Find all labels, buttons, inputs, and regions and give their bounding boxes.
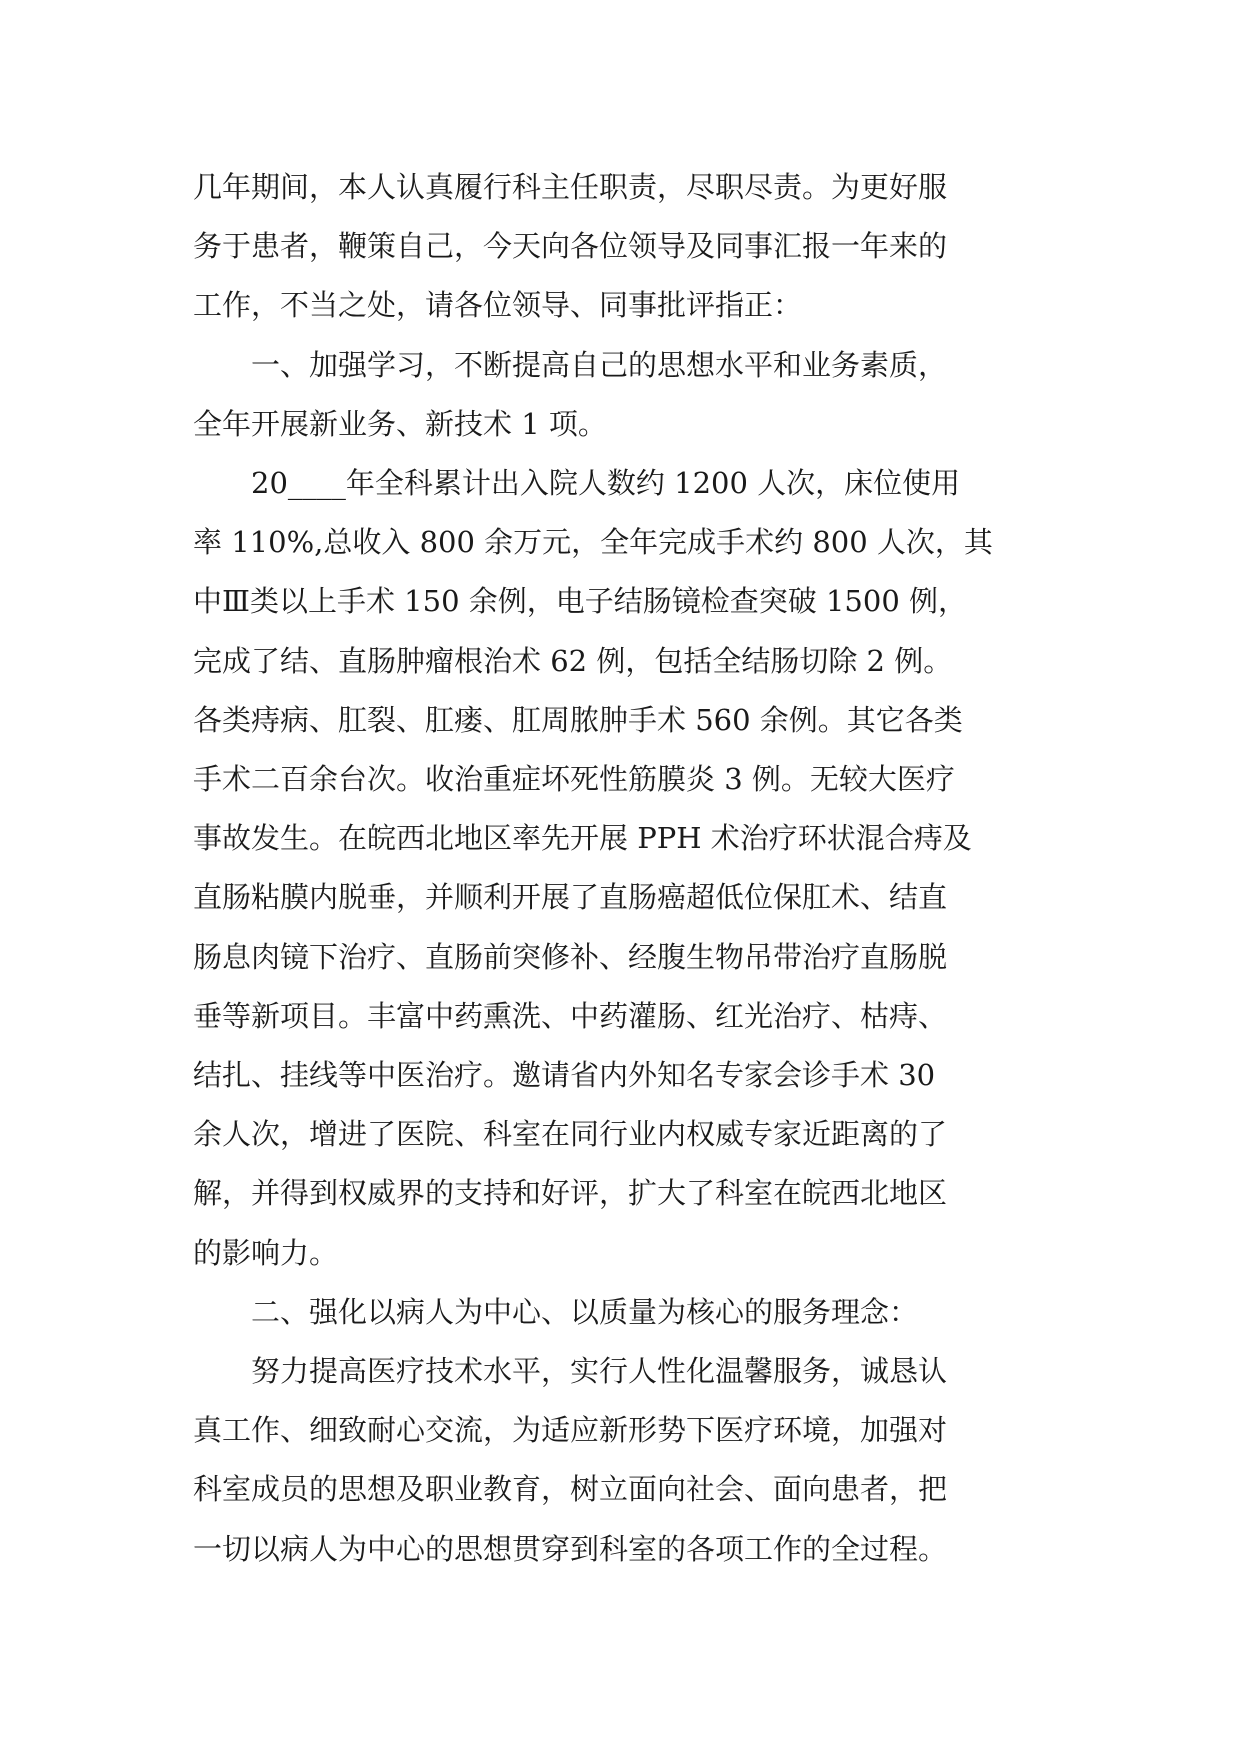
text-line: 完成了结、直肠肿瘤根治术 62 例，包括全结肠切除 2 例。 — [193, 643, 953, 678]
text-line: 解，并得到权威界的支持和好评，扩大了科室在皖西北地区 — [193, 1176, 948, 1211]
text-line: 务于患者，鞭策自己，今天向各位领导及同事汇报一年来的 — [193, 229, 948, 264]
text-line: 科室成员的思想及职业教育，树立面向社会、面向患者，把 — [193, 1472, 948, 1507]
text-line: 努力提高医疗技术水平，实行人性化温馨服务，诚恳认 — [193, 1354, 948, 1389]
text-line: 工作，不当之处，请各位领导、同事批评指正： — [193, 288, 803, 323]
text-line: 一切以病人为中心的思想贯穿到科室的各项工作的全过程。 — [193, 1531, 948, 1566]
text-line: 一、加强学习，不断提高自己的思想水平和业务素质， — [193, 347, 948, 382]
text-line: 全年开展新业务、新技术 1 项。 — [193, 406, 607, 441]
text-line: 率 110%,总收入 800 余万元，全年完成手术约 800 人次，其 — [193, 525, 993, 560]
text-line: 手术二百余台次。收治重症坏死性筋膜炎 3 例。无较大医疗 — [193, 762, 955, 797]
text-line: 二、强化以病人为中心、以质量为核心的服务理念： — [193, 1294, 919, 1329]
text-line: 结扎、挂线等中医治疗。邀请省内外知名专家会诊手术 30 — [193, 1058, 936, 1093]
text-line: 真工作、细致耐心交流，为适应新形势下医疗环境，加强对 — [193, 1413, 948, 1448]
text-line: 余人次，增进了医院、科室在同行业内权威专家近距离的了 — [193, 1117, 948, 1152]
text-line: 肠息肉镜下治疗、直肠前突修补、经腹生物吊带治疗直肠脱 — [193, 939, 948, 974]
text-line: 的影响力。 — [193, 1235, 339, 1270]
text-line: 中Ⅲ类以上手术 150 余例，电子结肠镜检查突破 1500 例， — [193, 584, 967, 619]
text-line: 垂等新项目。丰富中药熏洗、中药灌肠、红光治疗、枯痔、 — [193, 998, 948, 1033]
document-body — [193, 158, 1073, 1579]
text-line: 直肠粘膜内脱垂，并顺利开展了直肠癌超低位保肛术、结直 — [193, 880, 948, 915]
text-line: 几年期间，本人认真履行科主任职责，尽职尽责。为更好服 — [193, 170, 948, 204]
text-line: 各类痔病、肛裂、肛瘘、肛周脓肿手术 560 余例。其它各类 — [193, 702, 963, 737]
text-line: 事故发生。在皖西北地区率先开展 PPH 术治疗环状混合痔及 — [193, 821, 972, 856]
text-line: 20____年全科累计出入院人数约 1200 人次，床位使用 — [193, 466, 961, 501]
